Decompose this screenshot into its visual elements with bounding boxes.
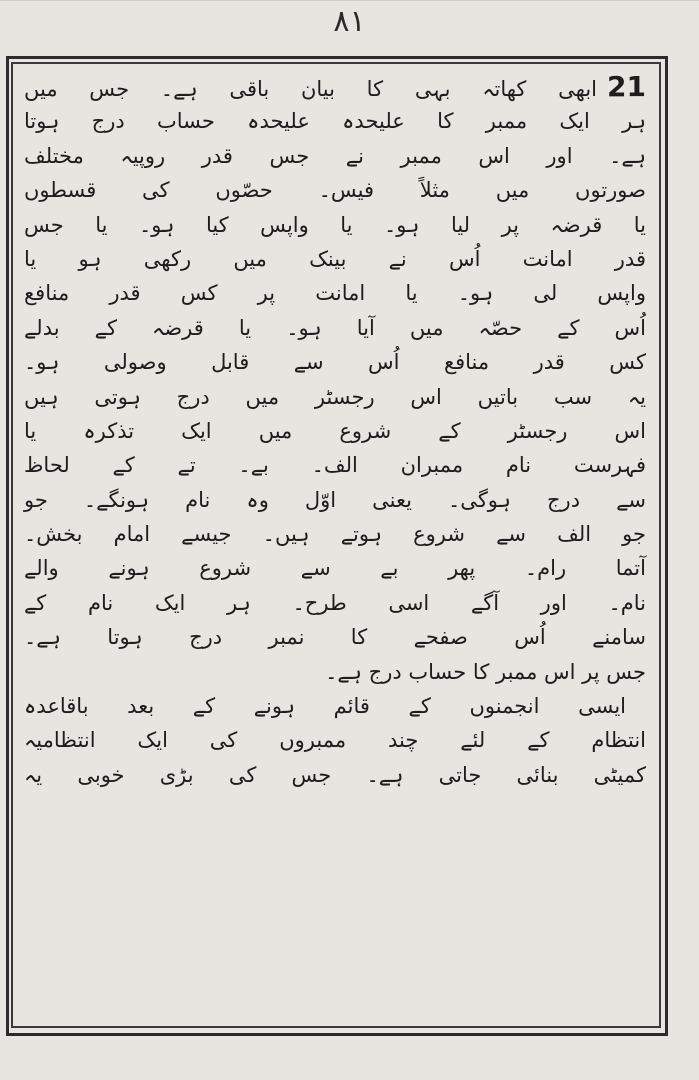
section-number: 21 — [607, 70, 646, 103]
scan-edge — [0, 0, 699, 1]
text-line-4: صورتوں میں مثلاً فیس۔ حصّوں کی قسطوں — [24, 178, 646, 203]
text-line-15: آتما رام۔ پھر بے سے شروع ہونے والے — [24, 556, 646, 581]
text-line-3: ہے۔ اور اس ممبر نے جس قدر روپیہ مختلف — [24, 143, 646, 168]
text-line-8: اُس کے حصّہ میں آیا ہو۔ یا قرضہ کے بدلے — [24, 315, 646, 340]
text-line-18: جس پر اس ممبر کا حساب درج ہے۔ — [325, 659, 646, 684]
text-line-12: فہرست نام ممبران الف۔ بے۔ تے کے لحاظ — [24, 453, 646, 478]
text-line-19: ایسی انجمنوں کے قائم ہونے کے بعد باقاعدہ — [24, 694, 626, 719]
text-line-6: قدر امانت اُس نے بینک میں رکھی ہو یا — [24, 246, 646, 271]
text-line-17: سامنے اُس صفحے کا نمبر درج ہوتا ہے۔ — [24, 625, 646, 650]
text-line-10: یہ سب باتیں اس رجسٹر میں درج ہوتی ہیں — [24, 384, 646, 409]
text-line-16: نام۔ اور آگے اسی طرح۔ ہر ایک نام کے — [24, 590, 646, 615]
text-line-7: واپس لی ہو۔ یا امانت پر کس قدر منافع — [24, 281, 646, 306]
text-line-14: جو الف سے شروع ہوتے ہیں۔ جیسے امام بخش۔ — [24, 522, 646, 547]
text-line-20: انتظام کے لئے چند ممبروں کی ایک انتظامیہ — [24, 728, 646, 753]
text-line-2: ہر ایک ممبر کا علیحدہ علیحدہ حساب درج ہوتا — [24, 109, 646, 134]
page-body-text — [22, 70, 648, 1025]
text-line-1 — [22, 70, 648, 104]
text-line-5: یا قرضہ پر لیا ہو۔ یا واپس کیا ہو۔ یا جس — [24, 212, 646, 237]
text-line-21: کمیٹی بنائی جاتی ہے۔ جس کی بڑی خوبی یہ — [24, 762, 646, 787]
text-line-9: کس قدر منافع اُس سے قابل وصولی ہو۔ — [24, 350, 646, 375]
text-line-11: اس رجسٹر کے شروع میں ایک تذکرہ یا — [24, 418, 646, 443]
text-line-1-content: ابھی کھاتہ بہی کا بیان باقی ہے۔ جس میں — [24, 77, 598, 101]
page-number: ۸۱ — [333, 4, 366, 39]
text-line-13: سے درج ہوگی۔ یعنی اوّل وہ نام ہونگے۔ جو — [24, 487, 646, 512]
